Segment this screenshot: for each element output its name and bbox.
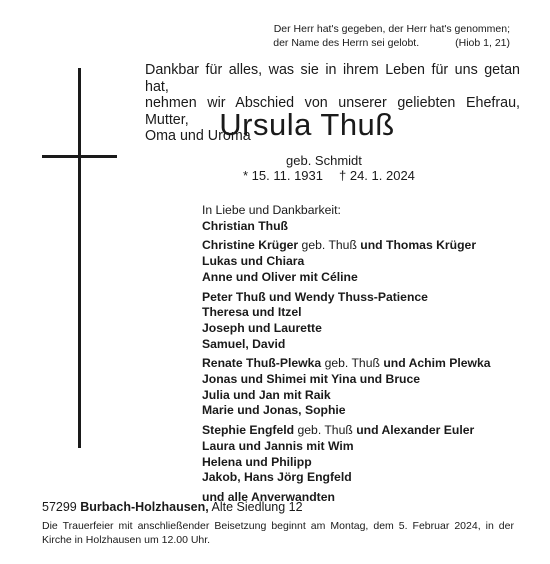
birth-date: * 15. 11. 1931 [243, 168, 323, 183]
mourner-line [202, 356, 491, 372]
mourner-maiden: geb. Thuß [321, 356, 384, 371]
family-address [42, 500, 303, 514]
mourner-line: und alle Anverwandten [202, 489, 335, 504]
mourner-line: Julia und Jan mit Raik [202, 387, 331, 402]
address-street: Alte Siedlung 12 [211, 500, 303, 514]
mourner-maiden: geb. Thuß [298, 238, 361, 253]
verse-citation: (Hiob 1, 21) [455, 37, 510, 49]
mourner-line [202, 238, 491, 254]
mourner-line: Jakob, Hans Jörg Engfeld [202, 470, 352, 485]
verse-line-1: Der Herr hat's gegeben, der Herr hat's genommen; [273, 23, 510, 35]
intro-line-3: Oma und Uroma [145, 128, 251, 144]
mourner-name: Renate Thuß-Plewka [202, 356, 322, 371]
deceased-name: Ursula Thuß [219, 107, 395, 142]
life-dates [243, 168, 415, 183]
mourner-line: Peter Thuß und Wendy Thuss-Patience [202, 289, 428, 304]
address-city: Burbach-Holzhausen, [80, 500, 209, 514]
mourner-line: Laura und Jannis mit Wim [202, 438, 354, 453]
mourner-partner: und Alexander Euler [356, 423, 475, 438]
notice-line-2: Kirche in Holzhausen um 12.00 Uhr. [42, 534, 211, 546]
mourner-line: Samuel, David [202, 336, 286, 351]
death-date: † 24. 1. 2024 [339, 168, 415, 183]
bible-verse [273, 22, 510, 50]
mourners-heading: In Liebe und Dankbarkeit: [202, 203, 341, 217]
mourner-name: Christine Krüger [202, 238, 299, 253]
mourner-partner: und Achim Plewka [383, 356, 491, 371]
verse-line-2-text: der Name des Herrn sei gelobt. [273, 37, 420, 49]
mourner-line: Theresa und Itzel [202, 305, 302, 320]
intro-line-1: Dankbar für alles, was sie in ihrem Leben für uns getan hat, [145, 62, 520, 95]
mourner-name: Stephie Engfeld [202, 423, 295, 438]
notice-line-1: Die Trauerfeier mit anschließender Beisetzung beginnt am Montag, dem 5. Februar 2024, in der [42, 520, 514, 532]
mourners-list [202, 203, 491, 506]
intro-line-2: nehmen wir Abschied von unserer geliebten Ehefrau, Mutter, [145, 95, 520, 128]
funeral-notice [42, 519, 514, 547]
mourner-line: Marie und Jonas, Sophie [202, 403, 346, 418]
mourner-line: Christian Thuß [202, 218, 288, 233]
mourner-maiden: geb. Thuß [294, 423, 357, 438]
cross-horizontal-bar [42, 155, 117, 158]
verse-line-2 [273, 36, 510, 50]
mourner-partner: und Thomas Krüger [360, 238, 477, 253]
mourner-line: Joseph und Laurette [202, 320, 322, 335]
mourner-line: Jonas und Shimei mit Yina und Bruce [202, 372, 421, 387]
mourner-line: Helena und Philipp [202, 454, 312, 469]
mourner-line: Lukas und Chiara [202, 254, 305, 269]
maiden-name: geb. Schmidt [286, 153, 362, 168]
mourner-line: Anne und Oliver mit Céline [202, 269, 358, 284]
mourner-line [202, 423, 491, 439]
address-zip: 57299 [42, 500, 77, 514]
